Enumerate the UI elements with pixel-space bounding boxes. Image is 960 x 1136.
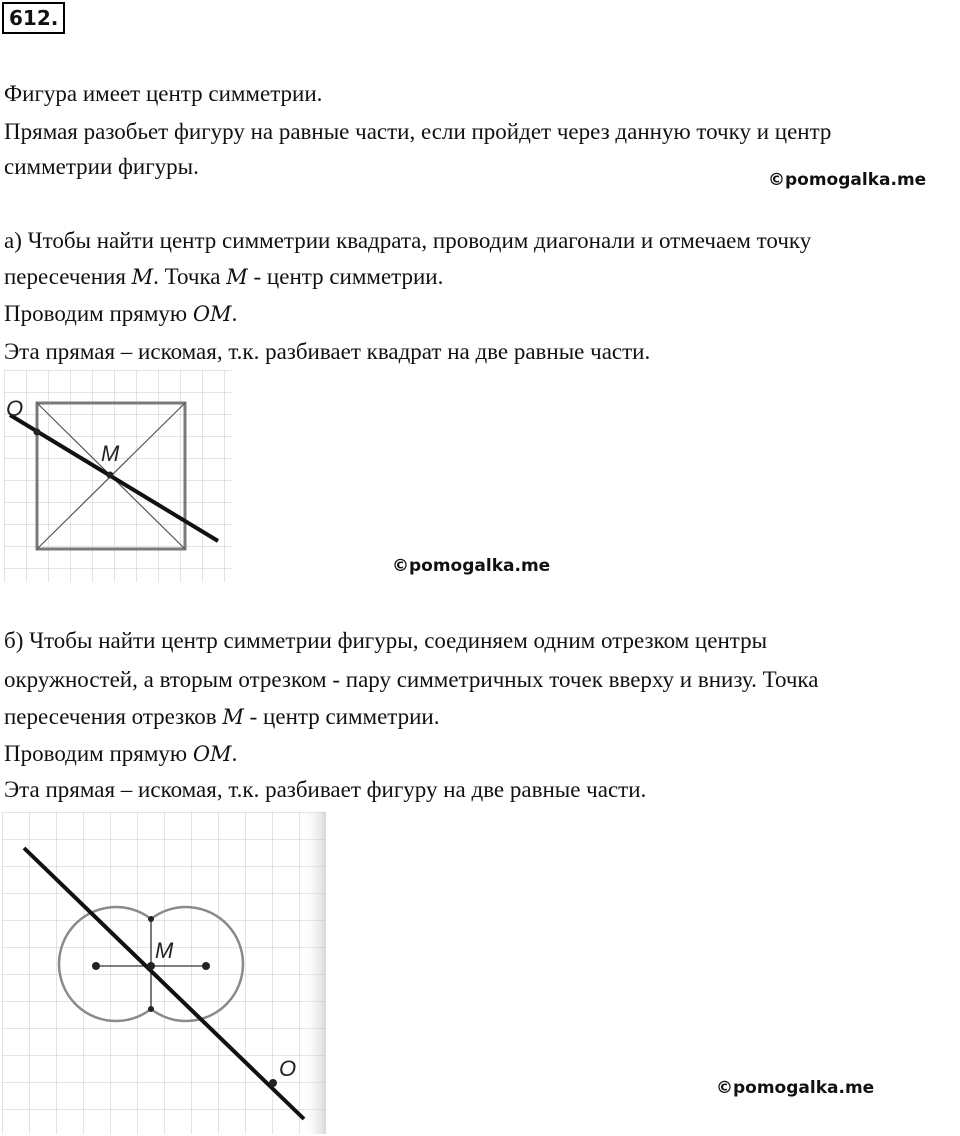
part-a-line-1: а) Чтобы найти центр симметрии квадрата, проводим диагонали и отмечаем точку bbox=[4, 228, 812, 253]
part-a-text: . bbox=[231, 301, 238, 326]
part-b-line-3 bbox=[4, 703, 440, 731]
top-point bbox=[148, 916, 154, 922]
point-m bbox=[147, 962, 155, 970]
page-shadow bbox=[302, 812, 326, 1134]
part-b-text: . bbox=[231, 741, 238, 766]
circles-figure bbox=[2, 812, 326, 1134]
part-a-text: Проводим прямую bbox=[4, 301, 193, 326]
point-m bbox=[107, 472, 114, 479]
part-b-text: пересечения отрезков bbox=[4, 704, 223, 729]
math-om: OM bbox=[192, 742, 232, 766]
right-center-point bbox=[202, 962, 210, 970]
intro-line-1: Фигура имеет центр симметрии. bbox=[4, 81, 323, 106]
part-b-line-2: окружностей, а вторым отрезком - пару симметричных точек вверху и внизу. Точка bbox=[4, 667, 819, 692]
part-a-line-2 bbox=[4, 263, 443, 291]
math-om: OM bbox=[192, 302, 232, 326]
part-b-line-5: Эта прямая – искомая, т.к. разбивает фигуру на две равные части. bbox=[4, 777, 647, 802]
part-a-text: пересечения bbox=[4, 264, 132, 289]
left-center-point bbox=[92, 962, 100, 970]
label-m: M bbox=[101, 441, 120, 466]
part-a-text: - центр симметрии. bbox=[247, 264, 444, 289]
part-a-text: . Точка bbox=[153, 264, 227, 289]
part-b-line-4 bbox=[4, 740, 237, 768]
watermark-2: ©pomogalka.me bbox=[392, 556, 551, 576]
intro-line-2: Прямая разобьет фигуру на равные части, если пройдет через данную точку и центр bbox=[4, 119, 832, 144]
label-o: O bbox=[279, 1056, 297, 1081]
bottom-point bbox=[148, 1006, 154, 1012]
part-a-line-3 bbox=[4, 300, 237, 328]
intro-line-3: симметрии фигуры. bbox=[4, 154, 199, 179]
square-figure bbox=[4, 370, 232, 582]
watermark-1: ©pomogalka.me bbox=[768, 170, 927, 190]
watermark-3: ©pomogalka.me bbox=[716, 1078, 875, 1098]
part-b-text: Проводим прямую bbox=[4, 741, 193, 766]
math-m: M bbox=[131, 265, 154, 289]
label-m: M bbox=[155, 938, 174, 963]
grid bbox=[2, 812, 326, 1134]
problem-number: 612. bbox=[2, 2, 65, 34]
point-o bbox=[269, 1079, 277, 1087]
part-b-text: - центр симметрии. bbox=[243, 704, 440, 729]
point-o bbox=[34, 429, 41, 436]
part-a-line-4: Эта прямая – искомая, т.к. разбивает квадрат на две равные части. bbox=[4, 339, 651, 364]
label-o: O bbox=[6, 396, 24, 421]
part-b-line-1: б) Чтобы найти центр симметрии фигуры, соединяем одним отрезком центры bbox=[4, 628, 768, 653]
math-m: M bbox=[226, 265, 248, 289]
math-m: M bbox=[222, 705, 244, 729]
